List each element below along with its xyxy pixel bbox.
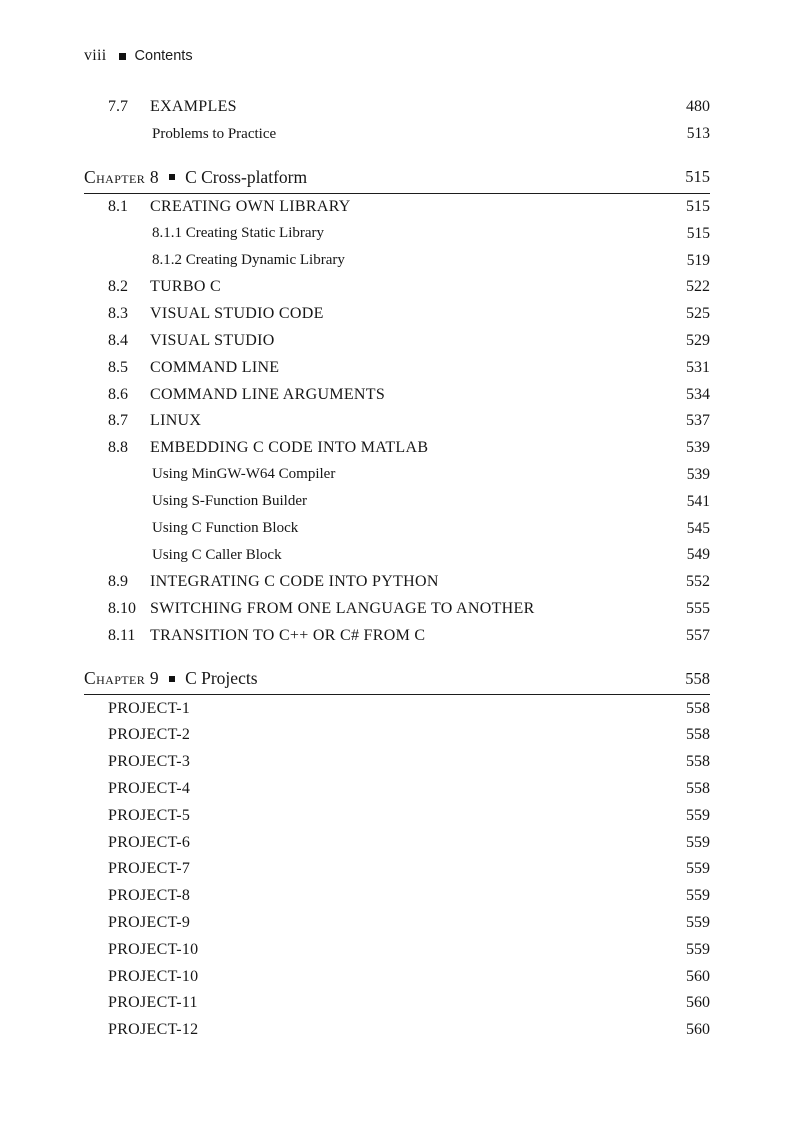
entry-number: 8.3 xyxy=(108,305,128,323)
page-number: 515 xyxy=(686,197,710,215)
entry-number: 8.2 xyxy=(108,278,128,296)
toc-row-project xyxy=(84,963,710,990)
entry-title: Using C Function Block xyxy=(152,520,299,537)
entry-title: PROJECT-12 xyxy=(108,1021,199,1039)
entry-title: TURBO C xyxy=(150,278,221,296)
page-number: 558 xyxy=(685,668,710,688)
toc-row-project xyxy=(84,1017,710,1044)
entry-title: PROJECT-10 xyxy=(108,940,199,958)
entry-title: PROJECT-1 xyxy=(108,699,191,717)
toc-row-project xyxy=(84,856,710,883)
page-number: 558 xyxy=(686,779,710,797)
entry-title: VISUAL STUDIO xyxy=(150,331,275,349)
entry-number: 8.10 xyxy=(108,599,136,617)
page-number: 515 xyxy=(685,167,710,187)
toc-row-section xyxy=(84,596,710,623)
chapter-title: C Projects xyxy=(185,668,258,689)
entry-title: PROJECT-6 xyxy=(108,833,191,851)
entry-title: PROJECT-8 xyxy=(108,887,191,905)
page-number: 557 xyxy=(686,626,710,644)
entry-number: 8.7 xyxy=(108,412,128,430)
page-number: 552 xyxy=(686,573,710,591)
toc-row-section xyxy=(84,622,710,649)
page-number: 559 xyxy=(686,806,710,824)
page-number: 534 xyxy=(686,385,710,403)
entry-title: PROJECT-5 xyxy=(108,806,191,824)
entry-number: 8.5 xyxy=(108,358,128,376)
page-number: 558 xyxy=(686,726,710,744)
entry-title: PROJECT-2 xyxy=(108,726,191,744)
entry-title: Problems to Practice xyxy=(152,125,277,142)
page-number: 519 xyxy=(686,251,710,269)
running-head xyxy=(84,46,710,66)
page-number: 560 xyxy=(686,967,710,985)
entry-title: TRANSITION TO C++ OR C# FROM C xyxy=(150,626,426,644)
page-folio: viii xyxy=(84,47,107,64)
entry-number: 8.1 xyxy=(108,197,128,215)
page-number: 555 xyxy=(686,599,710,617)
page-number: 522 xyxy=(686,278,710,296)
entry-title: PROJECT-10 xyxy=(108,967,199,985)
toc-row-project xyxy=(84,722,710,749)
page-number: 531 xyxy=(686,358,710,376)
toc-row-subsection xyxy=(84,462,710,489)
toc-row-subsection xyxy=(84,515,710,542)
page-number: 559 xyxy=(686,913,710,931)
entry-title: COMMAND LINE xyxy=(150,358,280,376)
toc-row-chapter xyxy=(84,164,710,194)
toc-list xyxy=(84,94,710,1044)
page-number: 541 xyxy=(686,492,710,510)
page-number: 537 xyxy=(686,412,710,430)
running-head-title: Contents xyxy=(134,48,193,64)
page-number: 545 xyxy=(686,519,710,537)
toc-row-section xyxy=(84,435,710,462)
entry-title: INTEGRATING C CODE INTO PYTHON xyxy=(150,573,439,591)
entry-number: 8.9 xyxy=(108,573,128,591)
chapter-label: Chapter 8 xyxy=(84,166,160,187)
page-number: 539 xyxy=(686,465,710,483)
entry-number: 8.11 xyxy=(108,626,136,644)
page-number: 558 xyxy=(686,753,710,771)
page-number: 559 xyxy=(686,860,710,878)
toc-row-project xyxy=(84,910,710,937)
toc-row-project xyxy=(84,883,710,910)
page-number: 559 xyxy=(686,940,710,958)
entry-number: 7.7 xyxy=(108,98,128,116)
page-number: 559 xyxy=(686,887,710,905)
entry-title: COMMAND LINE ARGUMENTS xyxy=(150,385,386,403)
page-number: 525 xyxy=(686,305,710,323)
toc-row-subsection xyxy=(84,542,710,569)
toc-row-section xyxy=(84,381,710,408)
toc-row-project xyxy=(84,802,710,829)
toc-row-section xyxy=(84,408,710,435)
toc-row-section xyxy=(84,328,710,355)
toc-row-project xyxy=(84,936,710,963)
toc-row-project xyxy=(84,990,710,1017)
page-number: 529 xyxy=(686,331,710,349)
toc-row-section xyxy=(84,274,710,301)
page-number: 559 xyxy=(686,833,710,851)
entry-title: LINUX xyxy=(150,412,202,430)
toc-row-project xyxy=(84,829,710,856)
page-number: 560 xyxy=(686,994,710,1012)
toc-row-section xyxy=(84,569,710,596)
entry-title: Using C Caller Block xyxy=(152,546,282,563)
entry-title: PROJECT-3 xyxy=(108,753,191,771)
entry-title: PROJECT-4 xyxy=(108,779,191,797)
toc-row-project xyxy=(84,695,710,722)
entry-title: Using S-Function Builder xyxy=(152,493,308,510)
toc-row-section xyxy=(84,194,710,221)
page-number: 558 xyxy=(686,699,710,717)
entry-title: EXAMPLES xyxy=(150,98,237,116)
toc-row-subsection xyxy=(84,220,710,247)
entry-number: 8.8 xyxy=(108,439,128,457)
page-number: 560 xyxy=(686,1021,710,1039)
chapter-label: Chapter 9 xyxy=(84,668,160,689)
entry-title: EMBEDDING C CODE INTO MATLAB xyxy=(150,439,429,457)
page-number: 539 xyxy=(686,439,710,457)
page-number: 513 xyxy=(686,125,710,143)
entry-title: Using MinGW-W64 Compiler xyxy=(152,466,336,483)
toc-row-subsection xyxy=(84,247,710,274)
entry-title: 8.1.2 Creating Dynamic Library xyxy=(152,252,345,269)
toc-row-chapter xyxy=(84,665,710,695)
entry-title: PROJECT-9 xyxy=(108,913,191,931)
page-number: 515 xyxy=(686,224,710,242)
toc-row-subsection xyxy=(84,488,710,515)
entry-title: PROJECT-7 xyxy=(108,860,191,878)
entry-title: PROJECT-11 xyxy=(108,994,198,1012)
entry-title: SWITCHING FROM ONE LANGUAGE TO ANOTHER xyxy=(150,599,535,617)
toc-row-project xyxy=(84,776,710,803)
entry-title: VISUAL STUDIO CODE xyxy=(150,305,324,323)
square-bullet-icon xyxy=(169,174,175,180)
entry-number: 8.4 xyxy=(108,331,128,349)
square-bullet-icon xyxy=(169,676,175,682)
chapter-title: C Cross-platform xyxy=(185,166,308,187)
page-number: 549 xyxy=(686,546,710,564)
square-bullet-icon xyxy=(119,53,126,60)
toc-row-section xyxy=(84,94,710,121)
toc-row-subsection xyxy=(84,121,710,148)
toc-row-section xyxy=(84,301,710,328)
toc-row-project xyxy=(84,749,710,776)
entry-title: 8.1.1 Creating Static Library xyxy=(152,225,325,242)
entry-number: 8.6 xyxy=(108,385,128,403)
toc-row-section xyxy=(84,354,710,381)
page-number: 480 xyxy=(686,98,710,116)
entry-title: CREATING OWN LIBRARY xyxy=(150,197,351,215)
